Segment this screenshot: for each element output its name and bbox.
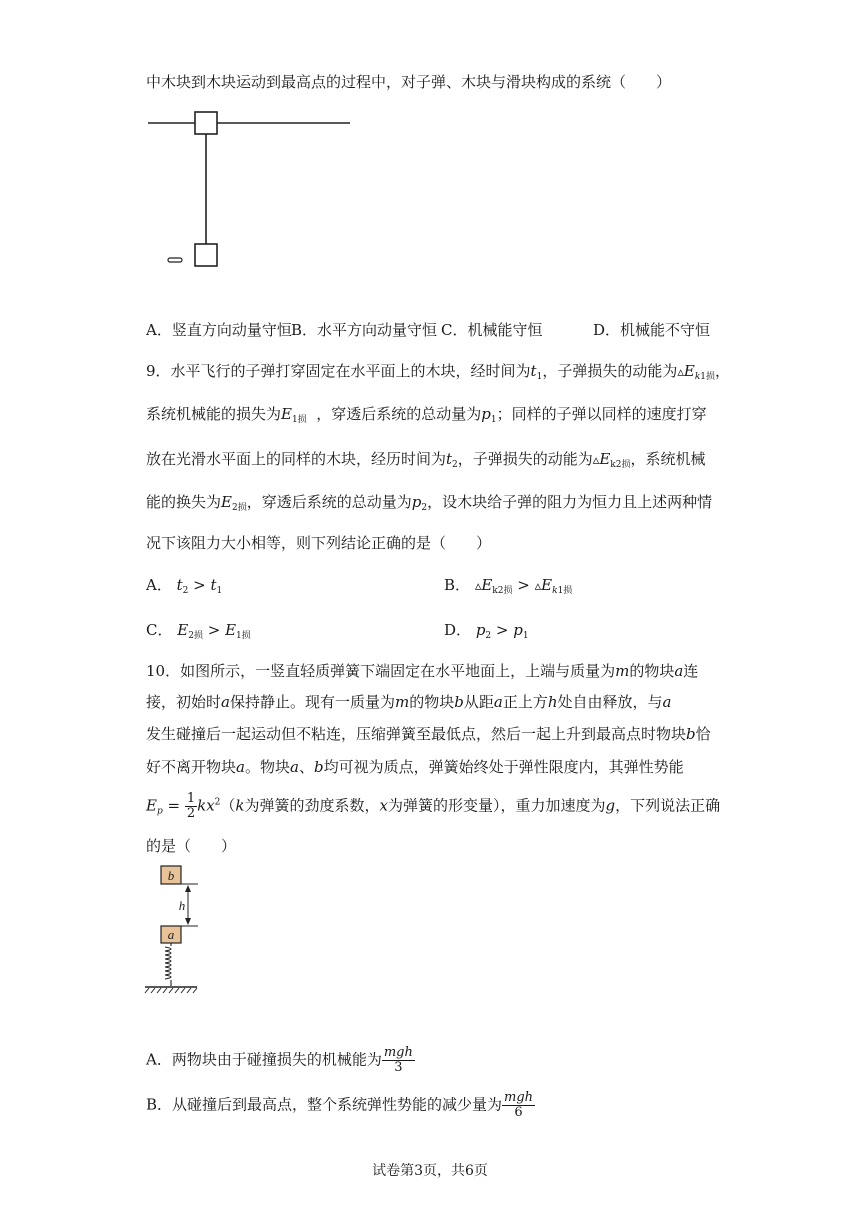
- height-label: h: [178, 898, 186, 913]
- q10-line-5: $E_p$ = $\frac{1}{2}$ $kx^2(k$为弹簧的劲度系数，x为弹簧的形变量），重力加速度为g，下列说法正确: [146, 791, 721, 821]
- q9-line-2: 系统机械能的损失为$E_{1损}$ ，穿透后系统的总动量为$p_1$；同样的子弹以同样的速度打穿: [146, 405, 707, 425]
- option-b: B．水平方向动量守恒: [291, 321, 438, 339]
- q9-option-d: D． $p_2 > p_1$: [444, 621, 529, 641]
- option-d: D．机械能不守恒: [593, 321, 711, 339]
- q9-option-c: C． $E_{2损} > E_{1损}$: [146, 621, 251, 641]
- q10-option-a: A．两物块由于碰撞损失的机械能为 $\frac{\text{mgh}}{3}$: [146, 1045, 413, 1075]
- q9-line-3: 放在光滑水平面上的同样的木块，经历时间为$t_2$，子弹损失的动能为$▵E_{k2损}$，系统机械: [146, 450, 706, 470]
- q9-option-a: A． $t_2 > t_1$: [146, 576, 223, 596]
- block-a-label: a: [167, 927, 175, 942]
- wood-block: [195, 244, 217, 266]
- q10-line-3: 发生碰撞后一起运动但不粘连，压缩弹簧至最低点，然后一起上升到最高点时物块b恰: [146, 725, 711, 743]
- spring: [165, 943, 171, 986]
- ground-hatch: [145, 988, 197, 993]
- q9-line-4: 能的换失为$E_{2损}$，穿透后系统的总动量为$p_2$，设木块给子弹的阻力为恒力且上述两种情: [146, 493, 713, 513]
- q10-line-6: 的是（ ）: [146, 837, 237, 855]
- q10-line-2: 接，初始时a保持静止。现有一质量为m的物块b从距a正上方h处自由释放，与a: [146, 693, 672, 711]
- q9-option-b: B． $▵E_{k2损}$ > $▵E_{k1损}$: [444, 576, 573, 596]
- q9-line-1: 9．水平飞行的子弹打穿固定在水平面上的木块，经时间为$t_1$，子弹损失的动能为$▵E_{k1损}$，: [146, 362, 731, 382]
- q10-option-b: B．从碰撞后到最高点，整个系统弹性势能的减少量为 $\frac{\text{mgh}}{6}$: [146, 1090, 534, 1120]
- q9-line-5: 况下该阻力大小相等，则下列结论正确的是（ ）: [146, 534, 492, 552]
- question-continuation-text: 中木块到木块运动到最高点的过程中，对子弹、木块与滑块构成的系统（ ）: [146, 73, 672, 91]
- slider-block: [195, 112, 217, 134]
- bullet-icon: [168, 258, 182, 262]
- page-footer: 试卷第3页，共6页: [372, 1163, 488, 1179]
- q10-line-4: 好不离开物块a。物块a、b均可视为质点，弹簧始终处于弹性限度内，其弹性势能: [146, 758, 684, 776]
- option-c: C．机械能守恒: [441, 321, 543, 339]
- option-a: A．竖直方向动量守恒: [146, 321, 292, 339]
- q10-line-1: 10．如图所示，一竖直轻质弹簧下端固定在水平地面上，上端与质量为m的物块a连: [146, 662, 699, 680]
- block-b-label: b: [167, 868, 175, 883]
- slider-pendulum-figure: [140, 100, 360, 275]
- spring-blocks-figure: [140, 862, 220, 1002]
